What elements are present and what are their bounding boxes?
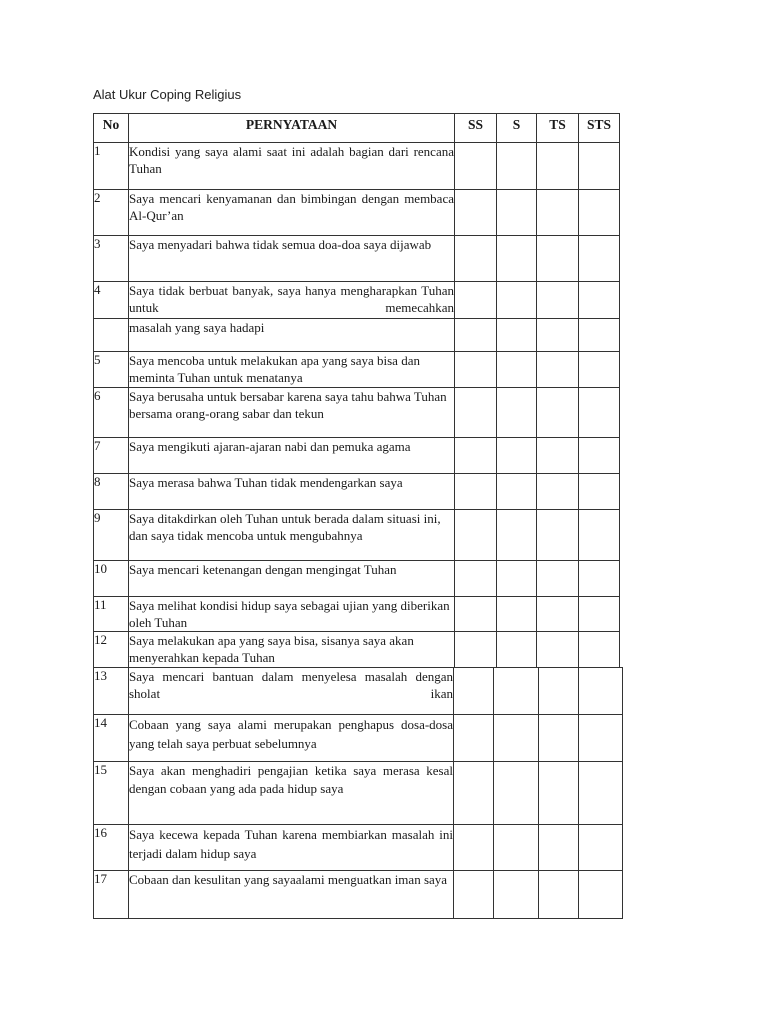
row-number: 14 xyxy=(94,715,129,762)
answer-cell-ss[interactable] xyxy=(455,561,497,597)
document-title: Alat Ukur Coping Religius xyxy=(93,87,242,102)
answer-cell-ss[interactable] xyxy=(455,474,497,510)
answer-cell-ss[interactable] xyxy=(454,825,494,871)
answer-cell-ts[interactable] xyxy=(537,190,579,236)
table-row xyxy=(94,668,623,715)
answer-cell-sts[interactable] xyxy=(579,825,623,871)
row-number: 10 xyxy=(94,561,129,597)
answer-cell-sts[interactable] xyxy=(579,282,620,319)
table-row xyxy=(94,352,620,388)
answer-cell-ts[interactable] xyxy=(537,352,579,388)
answer-cell-ss[interactable] xyxy=(455,236,497,282)
row-statement: Saya menyadari bahwa tidak semua doa-doa saya dijawab xyxy=(129,236,455,282)
answer-cell-s[interactable] xyxy=(497,236,537,282)
row-statement: Kondisi yang saya alami saat ini adalah bagian dari rencana Tuhan xyxy=(129,143,455,190)
row-statement: Saya merasa bahwa Tuhan tidak mendengarkan saya xyxy=(129,474,455,510)
answer-cell-sts[interactable] xyxy=(579,668,623,715)
row-number: 17 xyxy=(94,871,129,919)
row-number: 3 xyxy=(94,236,129,282)
answer-cell-ss[interactable] xyxy=(454,762,494,825)
questionnaire-table-part-1 xyxy=(93,113,620,668)
answer-cell-s[interactable] xyxy=(494,668,539,715)
row-statement-continuation: masalah yang saya hadapi xyxy=(129,319,455,352)
answer-cell-s[interactable] xyxy=(494,871,539,919)
answer-cell-ts[interactable] xyxy=(537,561,579,597)
row-number: 16 xyxy=(94,825,129,871)
answer-cell-s[interactable] xyxy=(497,561,537,597)
answer-cell-sts[interactable] xyxy=(579,190,620,236)
answer-cell-ss[interactable] xyxy=(455,438,497,474)
answer-cell-s[interactable] xyxy=(497,352,537,388)
answer-cell-sts[interactable] xyxy=(579,597,620,632)
header-ss: SS xyxy=(455,114,497,143)
row-number: 1 xyxy=(94,143,129,190)
answer-cell-sts[interactable] xyxy=(579,474,620,510)
row-number: 8 xyxy=(94,474,129,510)
answer-cell-ss[interactable] xyxy=(455,190,497,236)
answer-cell-sts[interactable] xyxy=(579,388,620,438)
row-statement: Saya mencari bantuan dalam menyelesa masalah dengan sholat ikan xyxy=(129,668,454,715)
row-number-empty xyxy=(94,319,129,352)
answer-cell-s[interactable] xyxy=(497,282,537,319)
row-statement: Saya ditakdirkan oleh Tuhan untuk berada dalam situasi ini, dan saya tidak mencoba untuk mengubahnya xyxy=(129,510,455,561)
table-row xyxy=(94,762,623,825)
answer-cell-ss[interactable] xyxy=(455,352,497,388)
row-statement: Saya mencari kenyamanan dan bimbingan dengan membaca Al-Qur’an xyxy=(129,190,455,236)
header-s: S xyxy=(497,114,537,143)
answer-cell-s[interactable] xyxy=(494,825,539,871)
row-statement: Cobaan yang saya alami merupakan penghapus dosa-dosa yang telah saya perbuat sebelumnya xyxy=(129,715,454,762)
row-number: 5 xyxy=(94,352,129,388)
answer-cell-s[interactable] xyxy=(497,632,537,668)
questionnaire-table-part-2 xyxy=(93,667,623,919)
answer-cell-s[interactable] xyxy=(497,510,537,561)
answer-cell-s[interactable] xyxy=(497,474,537,510)
answer-cell-ss[interactable] xyxy=(455,282,497,319)
row-statement: Saya kecewa kepada Tuhan karena membiarkan masalah ini terjadi dalam hidup saya xyxy=(129,825,454,871)
header-statement: PERNYATAAN xyxy=(129,114,455,143)
answer-cell-sts[interactable] xyxy=(579,236,620,282)
answer-cell-ts[interactable] xyxy=(539,762,579,825)
row-number: 9 xyxy=(94,510,129,561)
row-number: 6 xyxy=(94,388,129,438)
table-row xyxy=(94,825,623,871)
row-statement: Saya melakukan apa yang saya bisa, sisanya saya akan menyerahkan kepada Tuhan xyxy=(129,632,455,668)
answer-cell-ss[interactable] xyxy=(455,510,497,561)
table-row xyxy=(94,282,620,319)
answer-cell-ts[interactable] xyxy=(537,282,579,319)
answer-cell-sts[interactable] xyxy=(579,762,623,825)
table-row xyxy=(94,561,620,597)
answer-cell-ss[interactable] xyxy=(455,319,497,352)
table-header-row xyxy=(94,114,620,143)
answer-cell-ss[interactable] xyxy=(455,143,497,190)
row-statement: Saya akan menghadiri pengajian ketika saya merasa kesal dengan cobaan yang ada pada hidup saya xyxy=(129,762,454,825)
answer-cell-ts[interactable] xyxy=(537,597,579,632)
answer-cell-sts[interactable] xyxy=(579,352,620,388)
answer-cell-ts[interactable] xyxy=(537,319,579,352)
header-ts: TS xyxy=(537,114,579,143)
answer-cell-s[interactable] xyxy=(494,762,539,825)
answer-cell-s[interactable] xyxy=(497,143,537,190)
header-no: No xyxy=(94,114,129,143)
table-row xyxy=(94,510,620,561)
table-row xyxy=(94,632,620,668)
answer-cell-sts[interactable] xyxy=(579,632,620,668)
row-statement: Saya tidak berbuat banyak, saya hanya mengharapkan Tuhan untuk memecahkan xyxy=(129,282,455,319)
answer-cell-sts[interactable] xyxy=(579,715,623,762)
row-statement: Saya melihat kondisi hidup saya sebagai ujian yang diberikan oleh Tuhan xyxy=(129,597,455,632)
table-row-continuation xyxy=(94,319,620,352)
table-row xyxy=(94,438,620,474)
answer-cell-s[interactable] xyxy=(494,715,539,762)
answer-cell-sts[interactable] xyxy=(579,871,623,919)
answer-cell-ts[interactable] xyxy=(537,143,579,190)
answer-cell-ss[interactable] xyxy=(455,388,497,438)
row-number: 4 xyxy=(94,282,129,319)
answer-cell-sts[interactable] xyxy=(579,561,620,597)
answer-cell-ts[interactable] xyxy=(539,825,579,871)
row-number: 13 xyxy=(94,668,129,715)
answer-cell-s[interactable] xyxy=(497,190,537,236)
answer-cell-ts[interactable] xyxy=(537,388,579,438)
header-sts: STS xyxy=(579,114,620,143)
table-row xyxy=(94,474,620,510)
row-statement: Cobaan dan kesulitan yang sayaalami menguatkan iman saya xyxy=(129,871,454,919)
answer-cell-ts[interactable] xyxy=(537,632,579,668)
table-row xyxy=(94,236,620,282)
table-row xyxy=(94,597,620,632)
answer-cell-s[interactable] xyxy=(497,438,537,474)
row-number: 11 xyxy=(94,597,129,632)
row-statement: Saya mencari ketenangan dengan mengingat Tuhan xyxy=(129,561,455,597)
answer-cell-s[interactable] xyxy=(497,319,537,352)
answer-cell-sts[interactable] xyxy=(579,510,620,561)
answer-cell-ts[interactable] xyxy=(537,236,579,282)
answer-cell-sts[interactable] xyxy=(579,438,620,474)
row-number: 12 xyxy=(94,632,129,668)
answer-cell-ts[interactable] xyxy=(537,510,579,561)
table-row xyxy=(94,388,620,438)
row-number: 2 xyxy=(94,190,129,236)
answer-cell-s[interactable] xyxy=(497,388,537,438)
table-row xyxy=(94,871,623,919)
answer-cell-sts[interactable] xyxy=(579,319,620,352)
answer-cell-ss[interactable] xyxy=(454,871,494,919)
row-statement: Saya berusaha untuk bersabar karena saya tahu bahwa Tuhan bersama orang-orang sabar dan tekun xyxy=(129,388,455,438)
answer-cell-ss[interactable] xyxy=(455,597,497,632)
answer-cell-ts[interactable] xyxy=(537,438,579,474)
row-number: 7 xyxy=(94,438,129,474)
answer-cell-ts[interactable] xyxy=(537,474,579,510)
answer-cell-ss[interactable] xyxy=(454,668,494,715)
answer-cell-s[interactable] xyxy=(497,597,537,632)
row-statement: Saya mencoba untuk melakukan apa yang saya bisa dan meminta Tuhan untuk menatanya xyxy=(129,352,455,388)
answer-cell-ts[interactable] xyxy=(539,668,579,715)
row-number: 15 xyxy=(94,762,129,825)
row-statement: Saya mengikuti ajaran-ajaran nabi dan pemuka agama xyxy=(129,438,455,474)
table-row xyxy=(94,143,620,190)
answer-cell-ss[interactable] xyxy=(454,715,494,762)
table-row xyxy=(94,190,620,236)
answer-cell-ts[interactable] xyxy=(539,715,579,762)
answer-cell-ts[interactable] xyxy=(539,871,579,919)
answer-cell-sts[interactable] xyxy=(579,143,620,190)
answer-cell-ss[interactable] xyxy=(455,632,497,668)
table-row xyxy=(94,715,623,762)
